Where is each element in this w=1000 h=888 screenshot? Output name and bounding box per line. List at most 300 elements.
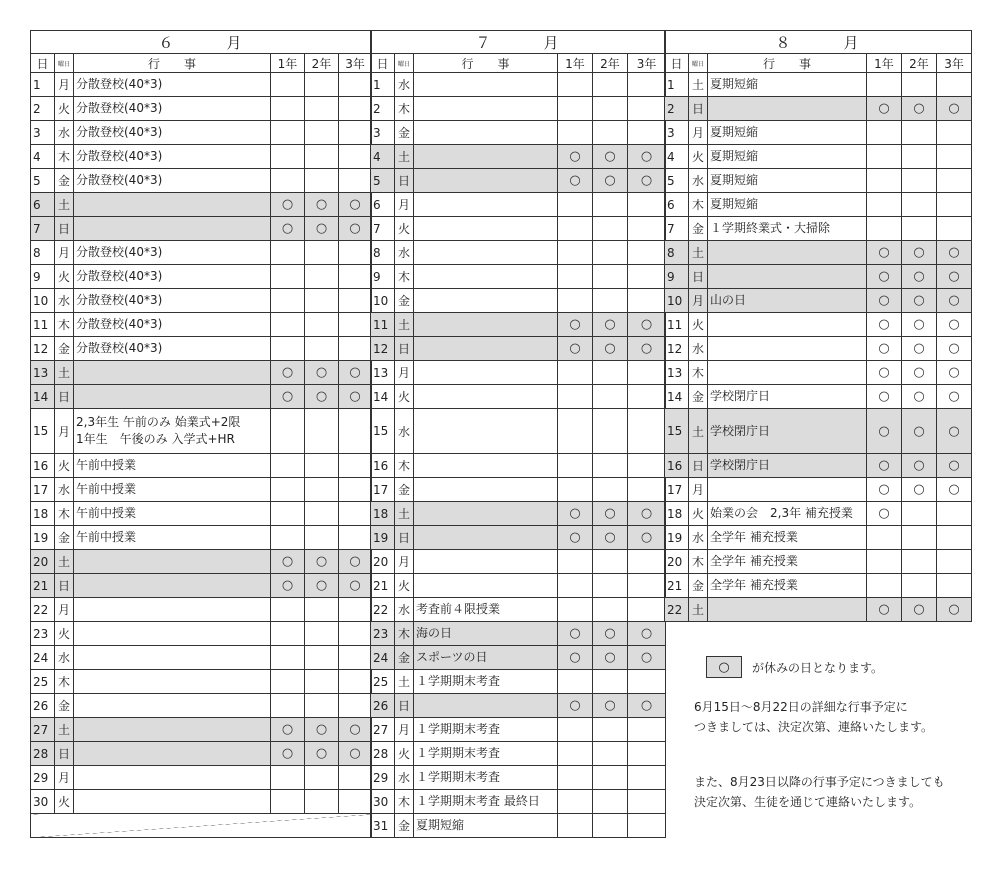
- event-cell: [74, 766, 271, 790]
- weekday: 土: [395, 670, 414, 694]
- event-cell: [708, 169, 867, 193]
- calendar-row: [31, 193, 372, 217]
- calendar-row: [31, 241, 372, 265]
- calendar-row: [31, 145, 372, 169]
- event-text: 午前中授業: [76, 458, 137, 472]
- weekday: 木: [395, 790, 414, 814]
- calendar-row: [665, 73, 972, 97]
- grade-2-mark: ○: [902, 454, 937, 478]
- day-number: 22: [665, 598, 689, 622]
- header-weekday: 曜日: [395, 54, 414, 73]
- weekday: 火: [395, 574, 414, 598]
- grade-1-mark: ○: [271, 217, 305, 241]
- event-cell: [708, 454, 867, 478]
- weekday: 木: [689, 193, 708, 217]
- grade-2-mark: ○: [593, 526, 628, 550]
- grade-3-mark: [628, 718, 666, 742]
- header-event: 行 事: [74, 54, 271, 73]
- event-cell: [74, 193, 271, 217]
- day-number: 12: [371, 337, 395, 361]
- day-number: 30: [371, 790, 395, 814]
- grade-2-mark: [305, 241, 339, 265]
- grade-2-mark: ○: [902, 241, 937, 265]
- grade-1-mark: [558, 598, 593, 622]
- day-number: 4: [31, 145, 55, 169]
- weekday: 金: [395, 478, 414, 502]
- grade-1-mark: [271, 121, 305, 145]
- grade-3-mark: [339, 409, 372, 454]
- weekday: 水: [55, 478, 74, 502]
- grade-3-mark: [628, 265, 666, 289]
- grade-2-mark: [902, 574, 937, 598]
- day-number: 18: [371, 502, 395, 526]
- grade-2-mark: [305, 526, 339, 550]
- calendar-row: [665, 241, 972, 265]
- calendar-row: [31, 361, 372, 385]
- day-number: 14: [31, 385, 55, 409]
- day-number: 15: [31, 409, 55, 454]
- grade-2-mark: ○: [593, 145, 628, 169]
- grade-3-mark: ○: [339, 361, 372, 385]
- day-number: 16: [31, 454, 55, 478]
- grade-1-mark: [271, 145, 305, 169]
- weekday: 月: [689, 121, 708, 145]
- event-text: １学期期末考査 最終日: [416, 794, 540, 808]
- day-number: 9: [371, 265, 395, 289]
- weekday: 月: [689, 289, 708, 313]
- event-text: 分散登校(40*3): [76, 245, 163, 259]
- weekday: 水: [395, 766, 414, 790]
- grade-1-mark: ○: [271, 550, 305, 574]
- event-cell: [74, 718, 271, 742]
- day-number: 4: [371, 145, 395, 169]
- calendar-row: [371, 217, 666, 241]
- grade-3-mark: [937, 169, 972, 193]
- grade-3-mark: ○: [937, 241, 972, 265]
- calendar-row: [665, 361, 972, 385]
- grade-1-mark: [558, 73, 593, 97]
- grade-1-mark: [558, 718, 593, 742]
- day-number: 10: [665, 289, 689, 313]
- day-number: 9: [665, 265, 689, 289]
- grade-2-mark: [305, 454, 339, 478]
- grade-2-mark: [593, 361, 628, 385]
- grade-2-mark: ○: [902, 289, 937, 313]
- grade-3-mark: ○: [937, 97, 972, 121]
- day-number: 6: [31, 193, 55, 217]
- calendar-row: [665, 478, 972, 502]
- grade-1-mark: [558, 265, 593, 289]
- grade-2-mark: ○: [593, 313, 628, 337]
- day-number: 3: [31, 121, 55, 145]
- weekday: 木: [395, 97, 414, 121]
- grade-1-mark: ○: [867, 265, 902, 289]
- weekday: 金: [689, 574, 708, 598]
- weekday: 木: [55, 670, 74, 694]
- grade-2-mark: ○: [902, 265, 937, 289]
- day-number: 15: [371, 409, 395, 454]
- grade-3-mark: [628, 814, 666, 838]
- calendar-row: [31, 73, 372, 97]
- grade-1-mark: [867, 526, 902, 550]
- event-text: 分散登校(40*3): [76, 77, 163, 91]
- grade-2-mark: [902, 73, 937, 97]
- calendar-row: [31, 265, 372, 289]
- event-cell: [74, 361, 271, 385]
- event-cell: [414, 169, 558, 193]
- grade-3-mark: ○: [628, 169, 666, 193]
- event-text: １学期期末考査: [416, 746, 501, 760]
- day-number: 6: [371, 193, 395, 217]
- grade-3-mark: [628, 550, 666, 574]
- grade-1-mark: [867, 73, 902, 97]
- grade-1-mark: ○: [867, 454, 902, 478]
- event-text: 夏期短縮: [710, 77, 759, 91]
- grade-3-mark: [628, 478, 666, 502]
- calendar-row: [665, 385, 972, 409]
- calendar-row: [371, 694, 666, 718]
- grade-3-mark: [937, 73, 972, 97]
- grade-3-mark: ○: [628, 646, 666, 670]
- grade-3-mark: [339, 145, 372, 169]
- calendar-row: [665, 502, 972, 526]
- grade-3-mark: [339, 97, 372, 121]
- weekday: 火: [689, 313, 708, 337]
- grade-2-mark: ○: [902, 478, 937, 502]
- event-cell: [74, 97, 271, 121]
- weekday: 日: [395, 526, 414, 550]
- grade-1-mark: [271, 409, 305, 454]
- grade-2-mark: ○: [305, 193, 339, 217]
- calendar-row: [665, 169, 972, 193]
- calendar-row: [31, 598, 372, 622]
- event-cell: [74, 121, 271, 145]
- grade-3-mark: [339, 646, 372, 670]
- event-cell: [708, 409, 867, 454]
- grade-1-mark: [867, 550, 902, 574]
- weekday: 月: [395, 718, 414, 742]
- weekday: 土: [55, 361, 74, 385]
- weekday: 木: [55, 313, 74, 337]
- event-text: １学期期末考査: [416, 722, 501, 736]
- grade-3-mark: ○: [628, 337, 666, 361]
- grade-2-mark: [902, 550, 937, 574]
- day-number: 11: [371, 313, 395, 337]
- legend-text: が休みの日となります。: [752, 660, 884, 675]
- calendar-row: [371, 478, 666, 502]
- legend-holiday-swatch: ○: [706, 656, 742, 678]
- event-text: 午前中授業: [76, 482, 137, 496]
- calendar-row: [31, 121, 372, 145]
- grade-3-mark: ○: [628, 313, 666, 337]
- grade-1-mark: ○: [867, 241, 902, 265]
- day-number: 31: [371, 814, 395, 838]
- weekday: 金: [55, 694, 74, 718]
- day-number: 11: [665, 313, 689, 337]
- grade-3-mark: ○: [937, 313, 972, 337]
- grade-2-mark: [593, 409, 628, 454]
- grade-1-mark: ○: [558, 337, 593, 361]
- grade-1-mark: [271, 169, 305, 193]
- grade-1-mark: [271, 289, 305, 313]
- grade-3-mark: [339, 526, 372, 550]
- event-cell: [74, 694, 271, 718]
- event-cell: [708, 526, 867, 550]
- event-text: 夏期短縮: [710, 149, 759, 163]
- day-number: 25: [31, 670, 55, 694]
- grade-1-mark: [867, 121, 902, 145]
- grade-3-mark: [628, 409, 666, 454]
- grade-3-mark: [628, 361, 666, 385]
- day-number: 1: [371, 73, 395, 97]
- grade-2-mark: [305, 766, 339, 790]
- weekday: 日: [689, 265, 708, 289]
- grade-1-mark: [271, 241, 305, 265]
- event-cell: [414, 361, 558, 385]
- note-2-line-1: また、8月23日以降の行事予定につきましても: [694, 775, 945, 789]
- event-text: 分散登校(40*3): [76, 149, 163, 163]
- grade-3-mark: ○: [628, 694, 666, 718]
- event-cell: [708, 550, 867, 574]
- grade-2-mark: ○: [305, 742, 339, 766]
- day-number: 28: [31, 742, 55, 766]
- weekday: 土: [55, 550, 74, 574]
- day-number: 23: [371, 622, 395, 646]
- grade-3-mark: ○: [937, 598, 972, 622]
- calendar-row: [665, 193, 972, 217]
- grade-1-mark: [867, 193, 902, 217]
- event-cell: [708, 313, 867, 337]
- august-table: [664, 30, 972, 622]
- grade-2-mark: [593, 193, 628, 217]
- weekday: 月: [55, 73, 74, 97]
- grade-3-mark: [339, 337, 372, 361]
- weekday: 月: [55, 241, 74, 265]
- event-cell: [708, 478, 867, 502]
- grade-2-mark: [593, 454, 628, 478]
- grade-2-mark: [305, 502, 339, 526]
- header-grade-2: 2年: [593, 54, 628, 73]
- day-number: 7: [665, 217, 689, 241]
- weekday: 土: [689, 409, 708, 454]
- event-text: 海の日: [416, 626, 453, 640]
- grade-2-mark: [305, 313, 339, 337]
- calendar-row: [31, 478, 372, 502]
- day-number: 17: [31, 478, 55, 502]
- calendar-row: [31, 766, 372, 790]
- day-number: 27: [31, 718, 55, 742]
- grade-3-mark: [628, 289, 666, 313]
- grade-3-mark: [628, 454, 666, 478]
- empty-day-31-cell: [31, 814, 372, 838]
- calendar-row: [371, 454, 666, 478]
- grade-1-mark: ○: [867, 598, 902, 622]
- weekday: 金: [55, 337, 74, 361]
- event-cell: [414, 646, 558, 670]
- month-title: ７ 月: [371, 31, 666, 54]
- grade-3-mark: [628, 193, 666, 217]
- grade-2-mark: ○: [593, 337, 628, 361]
- event-cell: [708, 217, 867, 241]
- event-cell: [414, 766, 558, 790]
- day-number: 3: [371, 121, 395, 145]
- weekday: 土: [395, 502, 414, 526]
- day-number: 15: [665, 409, 689, 454]
- grade-1-mark: ○: [558, 622, 593, 646]
- schedule-note-2: [694, 772, 945, 812]
- grade-2-mark: [593, 574, 628, 598]
- event-cell: [414, 622, 558, 646]
- grade-1-mark: [271, 265, 305, 289]
- event-text: 全学年 補充授業: [710, 530, 798, 544]
- grade-3-mark: [937, 550, 972, 574]
- grade-3-mark: [339, 289, 372, 313]
- grade-2-mark: [593, 742, 628, 766]
- month-title: ６ 月: [31, 31, 372, 54]
- grade-1-mark: [867, 217, 902, 241]
- day-number: 9: [31, 265, 55, 289]
- calendar-row: [665, 454, 972, 478]
- grade-2-mark: [305, 145, 339, 169]
- grade-2-mark: [305, 670, 339, 694]
- calendar-row: [665, 574, 972, 598]
- weekday: 日: [395, 337, 414, 361]
- grade-1-mark: [271, 337, 305, 361]
- event-cell: [74, 598, 271, 622]
- grade-2-mark: ○: [305, 385, 339, 409]
- grade-3-mark: [339, 790, 372, 814]
- event-cell: [708, 598, 867, 622]
- event-cell: [414, 337, 558, 361]
- calendar-row: [31, 97, 372, 121]
- calendar-row: [665, 145, 972, 169]
- day-number: 20: [31, 550, 55, 574]
- grade-2-mark: [305, 478, 339, 502]
- calendar-row: [31, 169, 372, 193]
- calendar-row: [31, 742, 372, 766]
- day-number: 16: [371, 454, 395, 478]
- month-title: ８ 月: [665, 31, 972, 54]
- weekday: 水: [395, 241, 414, 265]
- grade-1-mark: [558, 409, 593, 454]
- day-number: 10: [31, 289, 55, 313]
- weekday: 水: [395, 598, 414, 622]
- header-grade-3: 3年: [339, 54, 372, 73]
- event-text: 夏期短縮: [416, 818, 465, 832]
- grade-1-mark: ○: [271, 193, 305, 217]
- event-cell: [414, 121, 558, 145]
- day-number: 8: [31, 241, 55, 265]
- grade-2-mark: [305, 73, 339, 97]
- event-cell: [414, 694, 558, 718]
- event-cell: [414, 145, 558, 169]
- event-cell: [74, 241, 271, 265]
- calendar-row: [665, 409, 972, 454]
- calendar-row: [31, 790, 372, 814]
- calendar-row: [31, 385, 372, 409]
- header-day: 日: [371, 54, 395, 73]
- day-number: 21: [371, 574, 395, 598]
- day-number: 17: [371, 478, 395, 502]
- weekday: 火: [55, 790, 74, 814]
- day-number: 3: [665, 121, 689, 145]
- grade-1-mark: ○: [558, 646, 593, 670]
- day-number: 19: [31, 526, 55, 550]
- calendar-row: [665, 265, 972, 289]
- grade-2-mark: ○: [305, 574, 339, 598]
- day-number: 2: [31, 97, 55, 121]
- event-text: 夏期短縮: [710, 125, 759, 139]
- grade-2-mark: [593, 265, 628, 289]
- grade-1-mark: ○: [867, 361, 902, 385]
- weekday: 月: [55, 598, 74, 622]
- grade-1-mark: [558, 217, 593, 241]
- schedule-note-1: [694, 697, 933, 737]
- event-cell: [414, 409, 558, 454]
- calendar-row: [31, 337, 372, 361]
- event-cell: [708, 193, 867, 217]
- grade-2-mark: [902, 502, 937, 526]
- grade-3-mark: [628, 574, 666, 598]
- event-text: 分散登校(40*3): [76, 341, 163, 355]
- calendar-row: [371, 502, 666, 526]
- grade-1-mark: [271, 694, 305, 718]
- event-cell: [414, 478, 558, 502]
- weekday: 土: [395, 313, 414, 337]
- event-text: 午前中授業: [76, 530, 137, 544]
- event-cell: [74, 526, 271, 550]
- event-cell: [414, 502, 558, 526]
- event-cell: [74, 502, 271, 526]
- grade-3-mark: [339, 502, 372, 526]
- header-grade-1: 1年: [558, 54, 593, 73]
- day-number: 8: [665, 241, 689, 265]
- grade-2-mark: ○: [305, 718, 339, 742]
- calendar-row: [371, 121, 666, 145]
- header-weekday: 曜日: [55, 54, 74, 73]
- header-grade-2: 2年: [902, 54, 937, 73]
- weekday: 土: [55, 193, 74, 217]
- weekday: 木: [395, 454, 414, 478]
- grade-1-mark: [271, 790, 305, 814]
- grade-1-mark: [558, 742, 593, 766]
- day-number: 14: [665, 385, 689, 409]
- event-cell: [74, 478, 271, 502]
- day-number: 5: [31, 169, 55, 193]
- grade-3-mark: ○: [937, 478, 972, 502]
- event-cell: [414, 550, 558, 574]
- grade-2-mark: [593, 814, 628, 838]
- event-cell: [414, 718, 558, 742]
- grade-3-mark: [339, 73, 372, 97]
- event-cell: [74, 550, 271, 574]
- calendar-row: [371, 766, 666, 790]
- grade-3-mark: ○: [937, 385, 972, 409]
- event-cell: [414, 574, 558, 598]
- event-cell: [414, 313, 558, 337]
- grade-2-mark: [305, 694, 339, 718]
- weekday: 金: [395, 121, 414, 145]
- grade-1-mark: [271, 478, 305, 502]
- day-number: 21: [31, 574, 55, 598]
- grade-1-mark: ○: [558, 502, 593, 526]
- grade-3-mark: [628, 670, 666, 694]
- grade-1-mark: ○: [271, 718, 305, 742]
- grade-3-mark: [628, 97, 666, 121]
- event-cell: [414, 97, 558, 121]
- grade-3-mark: ○: [339, 193, 372, 217]
- weekday: 火: [395, 385, 414, 409]
